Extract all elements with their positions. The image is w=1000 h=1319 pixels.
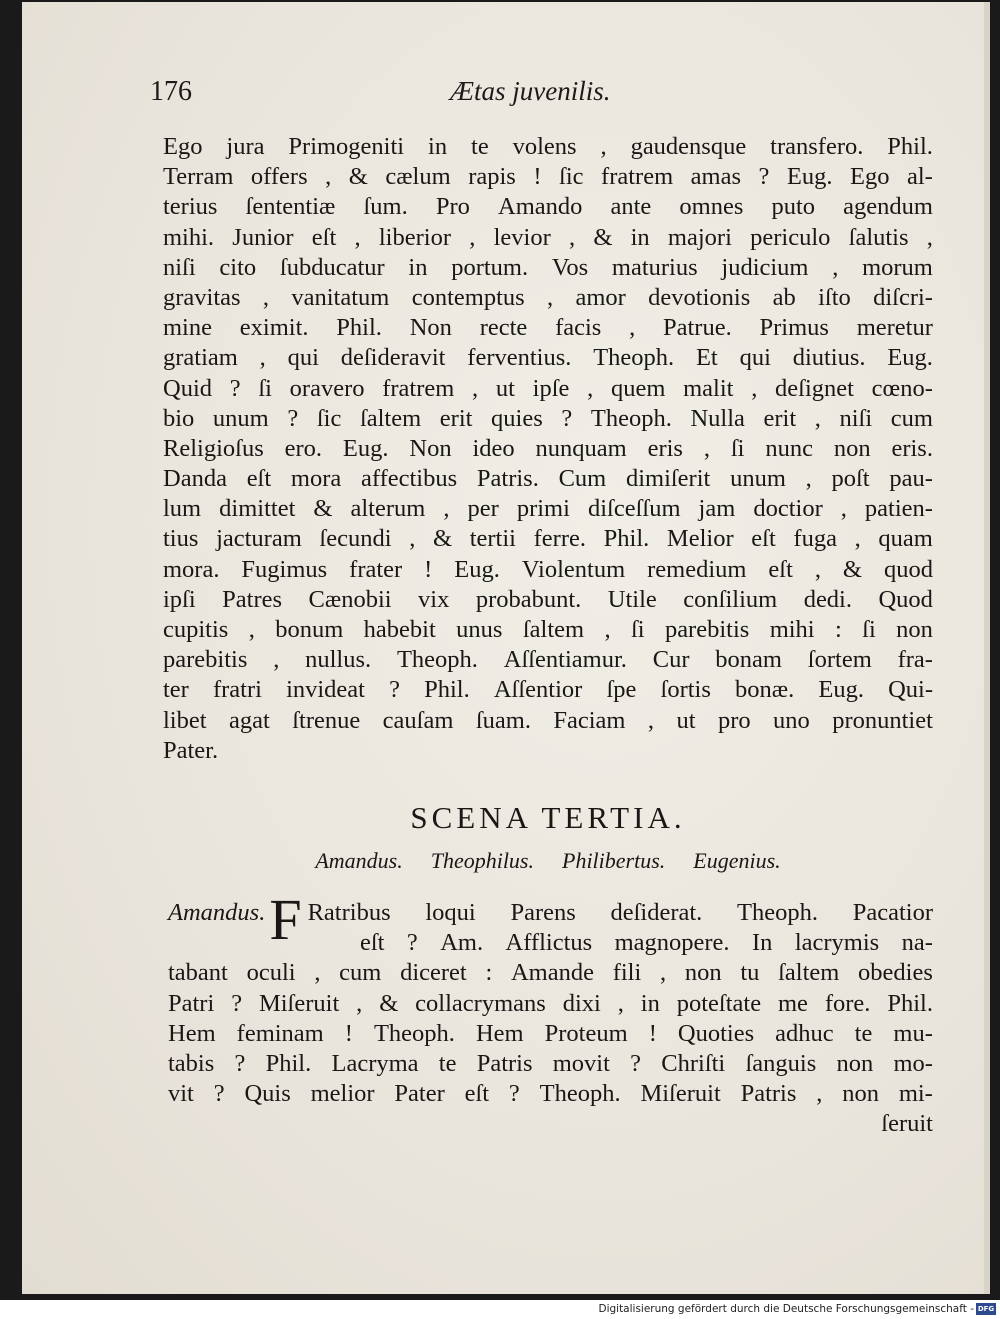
scene-line: tabis ? Phil. Lacryma te Patris movit ? Chriſti ſanguis non mo- (168, 1049, 933, 1077)
dfg-logo: DFG (977, 1305, 995, 1313)
footer-text: Digitalisierung gefördert durch die Deutsche Forschungsgemeinschaft - (598, 1303, 974, 1315)
drop-capital: F (269, 887, 302, 952)
running-head (150, 76, 940, 116)
text-line: Religioſus ero. Eug. Non ideo nunquam eris , ſi nunc non eris. (163, 434, 933, 462)
catchword: ſeruit (881, 1110, 933, 1138)
text-line: cupitis , bonum habebit unus ſaltem , ſi parebitis mihi : ſi non (163, 616, 933, 643)
cast-member: Theophilus. (430, 848, 534, 873)
body-text (163, 132, 933, 766)
page-edge (984, 2, 990, 1294)
page-number: 176 (150, 76, 192, 107)
text-line: gratiam , qui deſideravit ferventius. Theoph. Et qui diutius. Eug. (163, 344, 933, 372)
scene-line: eſt ? Am. Afflictus magnopere. In lacrymis na- (360, 929, 933, 957)
text-line: tius jacturam ſecundi , & tertii ferre. Phil. Melior eſt fuga , quam (163, 525, 933, 553)
running-title: Ætas juvenilis. (450, 76, 611, 106)
digitization-footer (0, 1300, 1000, 1319)
text-line: gravitas , vanitatum contemptus , amor devotionis ab iſto diſcri- (163, 283, 933, 311)
text-line: libet agat ſtrenue cauſam ſuam. Faciam , ut pro uno pronuntiet (163, 706, 933, 734)
cast-member: Philibertus. (562, 848, 666, 873)
text-line: ter fratri invideat ? Phil. Aſſentior ſpe ſortis bonæ. Eug. Qui- (163, 676, 933, 704)
text-line: lum dimittet & alterum , per primi diſceſſum jam doctior , patien- (163, 495, 933, 523)
scene-line: vit ? Quis melior Pater eſt ? Theoph. Miſeruit Patris , non mi- (168, 1080, 933, 1108)
text-line: niſi cito ſubducatur in portum. Vos maturius judicium , morum (163, 253, 933, 281)
text-line: Quid ? ſi oravero fratrem , ut ipſe , quem malit , deſignet cœno- (163, 374, 933, 402)
scene-lines (168, 928, 933, 1109)
speaker-name: Amandus. (168, 899, 266, 926)
scene-title: SCENA TERTIA. (410, 800, 686, 835)
scene-line: Hem feminam ! Theoph. Hem Proteum ! Quoties adhuc te mu- (168, 1019, 933, 1047)
cast-member: Eugenius. (693, 848, 781, 873)
text-line: mine eximit. Phil. Non recte facis , Patrue. Primus meretur (163, 314, 933, 342)
scene-text (168, 887, 933, 1140)
cast-member: Amandus. (315, 848, 403, 873)
text-line: parebitis , nullus. Theoph. Aſſentiamur. Cur bonam ſortem fra- (163, 646, 933, 674)
text-line: mora. Fugimus frater ! Eug. Violentum remedium eſt , & quod (163, 555, 933, 583)
scene-line: Patri ? Miſeruit , & collacrymans dixi , in poteſtate me fore. Phil. (168, 989, 933, 1017)
text-line: mihi. Junior eſt , liberior , levior , & in majori periculo ſalutis , (163, 223, 933, 251)
text-line: ipſi Patres Cænobii vix probabunt. Utile conſilium dedi. Quod (163, 585, 933, 613)
cast-list (163, 848, 933, 874)
text-line: Ego jura Primogeniti in te volens , gaudensque transfero. Phil. (163, 133, 933, 160)
text-line: terius ſententiæ ſum. Pro Amando ante omnes puto agendum (163, 193, 933, 221)
scene-line: tabant oculi , cum diceret : Amande fili , non tu ſaltem obedies (168, 959, 933, 987)
text-line: bio unum ? ſic ſaltem erit quies ? Theoph. Nulla erit , niſi cum (163, 404, 933, 432)
scene-line: Ratribus loqui Parens deſiderat. Theoph. Pacatior (307, 899, 933, 926)
text-line: Terram offers , & cælum rapis ! ſic fratrem amas ? Eug. Ego al- (163, 163, 933, 191)
text-line: Danda eſt mora affectibus Patris. Cum dimiſerit unum , poſt pau- (163, 465, 933, 493)
text-line: Pater. (163, 736, 219, 764)
